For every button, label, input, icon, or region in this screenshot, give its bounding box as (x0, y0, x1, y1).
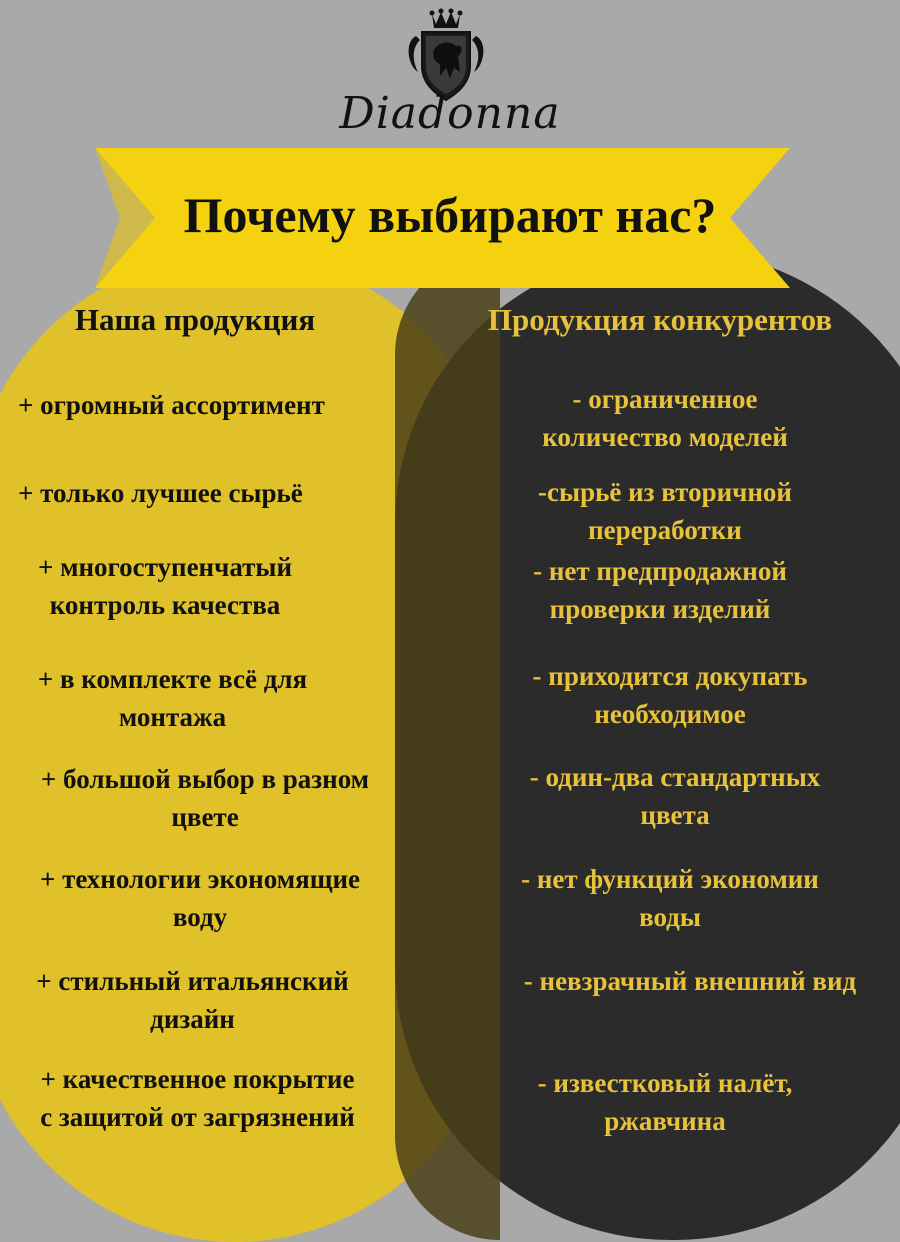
competitors-item: - ограниченное количество моделей (542, 384, 788, 452)
competitors-item: - известковый налёт, ржавчина (537, 1068, 793, 1136)
competitors-item: -сырьё из вторичной переработки (538, 477, 792, 545)
competitors-item: - приходится докупать необходимое (532, 661, 808, 729)
our-products-header: Наша продукция (74, 302, 316, 337)
competitors-item: - нет предпродажной проверки изделий (533, 556, 787, 624)
brand-name: Diadonna (339, 88, 561, 139)
our-products-item: + качественное покрытие с защитой от загрязнений (40, 1064, 355, 1132)
our-products-item: + технологии экономящие воду (39, 864, 361, 932)
our-products-item: + огромный ассортимент (18, 390, 325, 420)
our-products-item: + только лучшее сырьё (18, 478, 303, 508)
our-products-item: + в комплекте всё для монтажа (37, 664, 308, 732)
our-products-item: + большой выбор в разном цвете (40, 764, 370, 832)
our-products-item: + многоступенчатый контроль качества (37, 552, 293, 620)
competitors-header: Продукция конкурентов (487, 302, 833, 337)
competitors-item: - один-два стандартных цвета (529, 762, 821, 830)
our-products-item: + стильный итальянский дизайн (36, 966, 349, 1034)
competitors-item: - невзрачный внешний вид (523, 966, 857, 996)
page-title: Почему выбирают нас? (183, 187, 717, 243)
competitors-item: - нет функций экономии воды (521, 864, 819, 932)
